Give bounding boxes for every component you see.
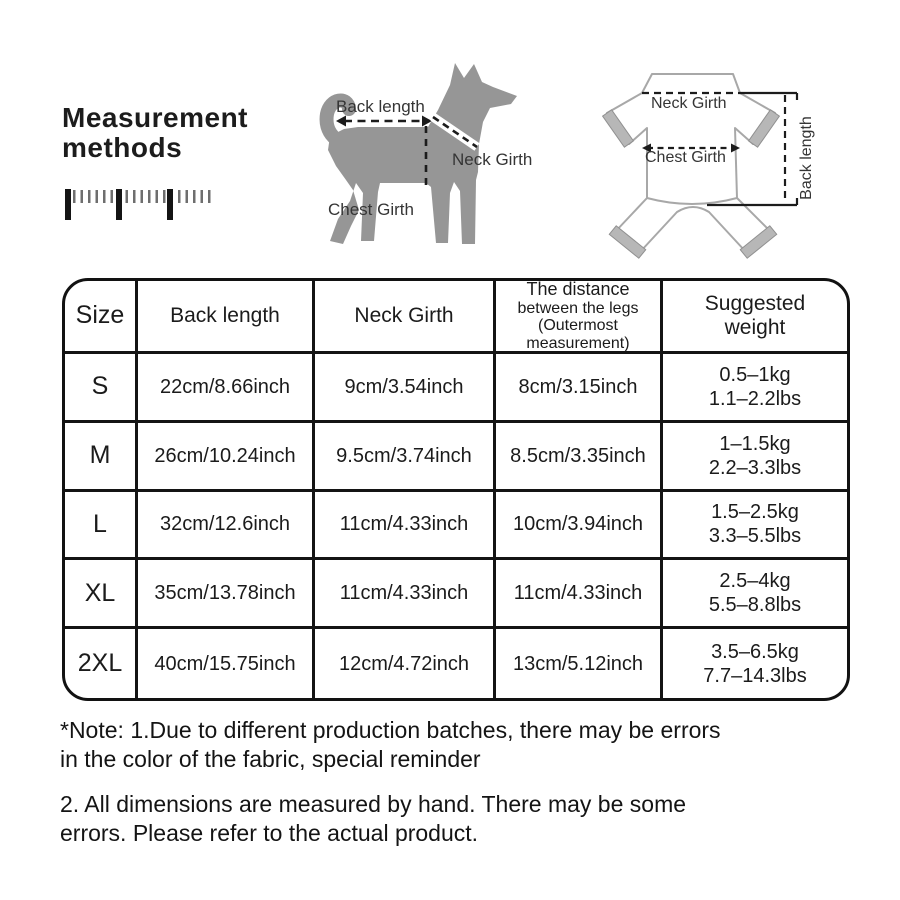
table-cell-weight: 2.5–4kg 5.5–8.8lbs	[663, 560, 847, 629]
ruler-major-tick	[167, 189, 173, 220]
table-cell-distance: 8.5cm/3.35inch	[496, 423, 663, 492]
table-cell-neck-girth: 12cm/4.72inch	[315, 629, 496, 698]
table-cell-size: L	[65, 492, 138, 561]
table-cell-back-length: 32cm/12.6inch	[138, 492, 315, 561]
footnotes	[60, 716, 721, 848]
ruler-minor-ticks	[73, 190, 214, 203]
table-cell-distance: 13cm/5.12inch	[496, 629, 663, 698]
table-cell-neck-girth: 11cm/4.33inch	[315, 492, 496, 561]
table-cell-distance: 10cm/3.94inch	[496, 492, 663, 561]
table-cell-back-length: 40cm/15.75inch	[138, 629, 315, 698]
table-cell-weight: 0.5–1kg 1.1–2.2lbs	[663, 354, 847, 423]
garment-neck-girth-label: Neck Girth	[651, 95, 727, 112]
table-cell-neck-girth: 9cm/3.54inch	[315, 354, 496, 423]
col-header-size: Size	[65, 281, 138, 354]
page-title-line2: methods	[62, 132, 183, 163]
table-cell-back-length: 35cm/13.78inch	[138, 560, 315, 629]
table-cell-weight: 1.5–2.5kg 3.3–5.5lbs	[663, 492, 847, 561]
note-1-line-2: in the color of the fabric, special reminder	[60, 746, 481, 772]
table-cell-back-length: 26cm/10.24inch	[138, 423, 315, 492]
table-cell-weight: 3.5–6.5kg 7.7–14.3lbs	[703, 640, 807, 687]
note-2-line-2: errors. Please refer to the actual product.	[60, 820, 479, 846]
table-cell-size: 2XL	[65, 629, 138, 698]
dog-neck-girth-label: Neck Girth	[452, 150, 533, 169]
note-1-line-1: *Note: 1.Due to different production batches, there may be errors	[60, 717, 721, 743]
dog-diagram	[300, 40, 580, 260]
dog-back-length-label: Back length	[336, 97, 425, 116]
garment-back-length-label: Back length	[798, 116, 815, 200]
page-title	[62, 103, 248, 163]
col-header-weight: Suggested weight	[663, 281, 847, 354]
ruler-major-tick	[116, 189, 122, 220]
table-cell-back-length: 22cm/8.66inch	[138, 354, 315, 423]
ruler-major-tick	[65, 189, 71, 220]
note-2-line-1: 2. All dimensions are measured by hand. There may be some	[60, 791, 687, 817]
table-cell-size: M	[65, 423, 138, 492]
garment-chest-girth-label: Chest Girth	[645, 149, 726, 166]
col-header-distance: The distance between the legs (Outermost measurement)	[496, 281, 663, 354]
page-title-line1: Measurement	[62, 102, 249, 133]
garment-diagram	[590, 40, 880, 260]
table-cell-neck-girth: 11cm/4.33inch	[315, 560, 496, 629]
table-cell-weight: 1–1.5kg 2.2–3.3lbs	[663, 423, 847, 492]
table-cell-size: S	[65, 354, 138, 423]
ruler-icon	[65, 189, 215, 221]
table-cell-size: XL	[65, 560, 138, 629]
col-header-neck-girth: Neck Girth	[315, 281, 496, 354]
dog-chest-girth-label: Chest Girth	[328, 200, 414, 219]
table-cell-neck-girth: 9.5cm/3.74inch	[315, 423, 496, 492]
table-cell-distance: 8cm/3.15inch	[496, 354, 663, 423]
size-table	[62, 278, 850, 701]
table-cell-distance: 11cm/4.33inch	[496, 560, 663, 629]
col-header-back-length: Back length	[138, 281, 315, 354]
